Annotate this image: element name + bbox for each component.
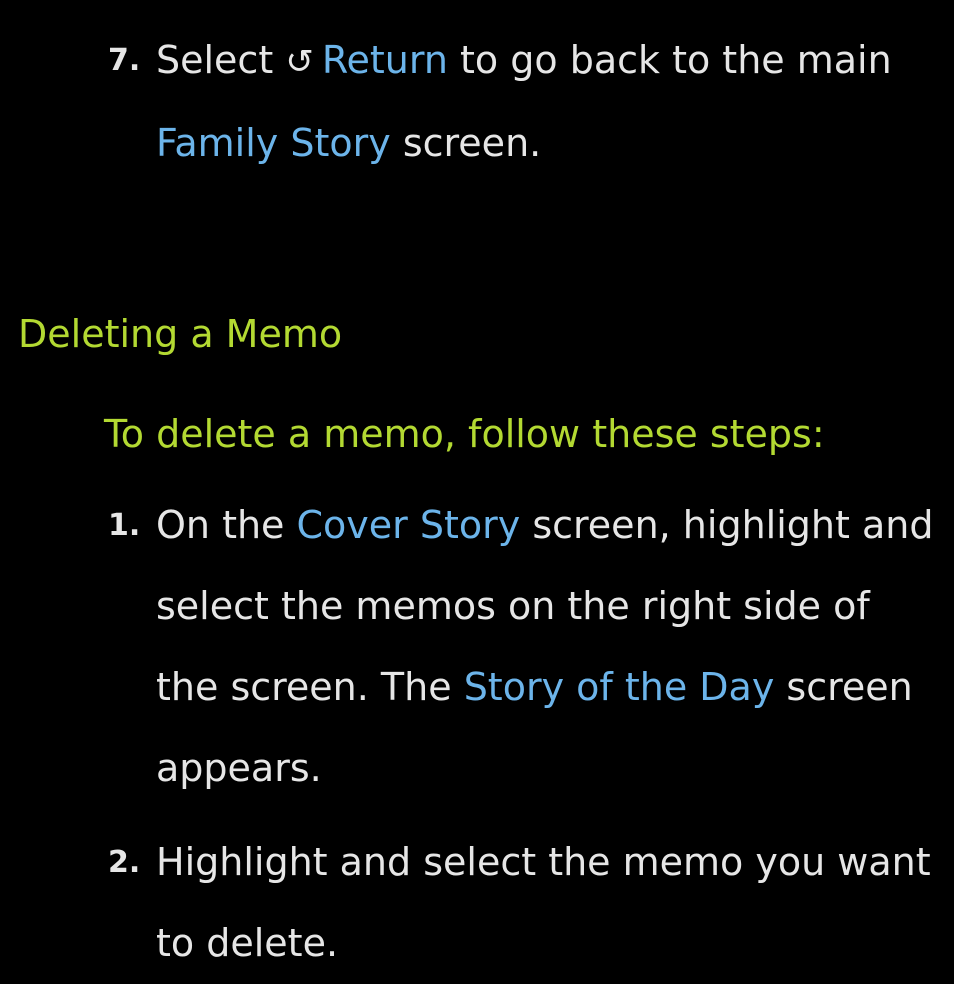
return-label: Return [321,38,448,82]
family-story-label: Family Story [156,121,391,165]
return-icon: ↺ [285,42,314,82]
cover-story-label: Cover Story [296,503,521,547]
step-1 [108,505,938,809]
step-number: 2. [108,845,141,880]
step-text: Highlight and select the memo you want to delete. [156,840,931,965]
step-2 [108,842,938,984]
step-number: 1. [108,508,141,543]
step-text-end: screen. [390,121,542,165]
step-number: 7. [108,43,141,78]
step-text-mid: to go back to the main [447,38,892,82]
step-text-pre: On the [156,503,297,547]
section-intro: To delete a memo, follow these steps: [104,412,825,456]
section-title: Deleting a Memo [18,312,343,356]
step-text-mid: screen, highlight and select the memos on the right side of the screen. The [156,503,934,709]
step-text-select: Select [156,38,274,82]
story-of-the-day-label: Story of the Day [463,665,775,709]
step-7 [108,40,938,184]
step-text [156,485,938,809]
step-text-end: screen appears. [156,665,913,790]
step-text [156,20,938,184]
